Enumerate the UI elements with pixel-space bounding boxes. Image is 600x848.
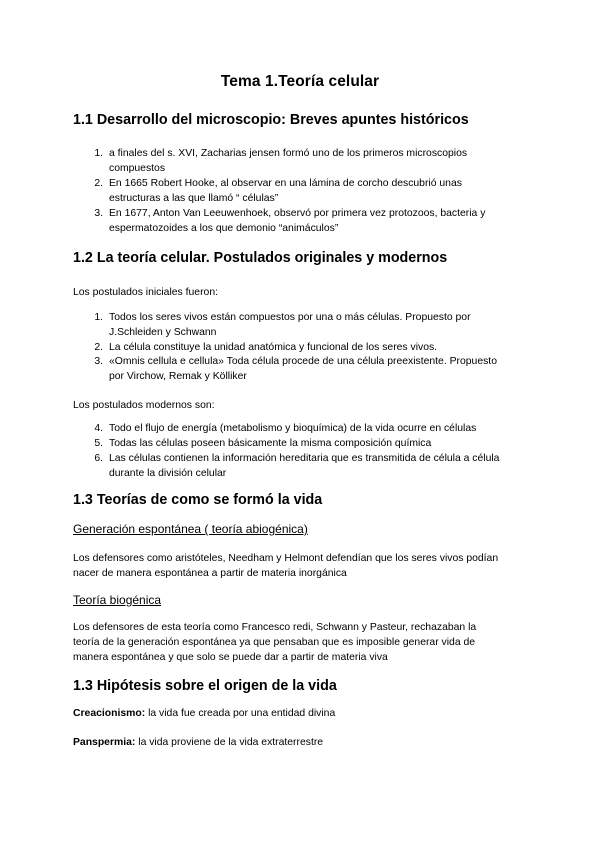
list-text-line: En 1665 Robert Hooke, al observar en una lámina de corcho descubrió unas xyxy=(109,178,462,189)
list-number: 2. xyxy=(94,178,103,189)
paragraph-line: manera espontánea y que solo se puede dar a partir de materia viva xyxy=(73,652,388,663)
paragraph: Los postulados modernos son: xyxy=(73,400,215,411)
section-heading-1-3: 1.3 Teorías de como se formó la vida xyxy=(73,492,323,508)
list-number: 4. xyxy=(94,423,103,434)
list-number: 5. xyxy=(94,438,103,449)
paragraph: Los postulados iniciales fueron: xyxy=(73,287,218,298)
list-text-line: por Virchow, Remak y Kölliker xyxy=(109,371,247,382)
list-text-line: Todas las células poseen básicamente la misma composición química xyxy=(109,438,432,449)
list-text-line: durante la división celular xyxy=(109,468,227,479)
definition-term: Panspermia: xyxy=(73,737,136,748)
subheading-biogenic: Teoría biogénica xyxy=(73,593,162,607)
document-title: Tema 1.Teoría celular xyxy=(220,73,380,90)
list-number: 3. xyxy=(94,208,103,219)
definition-panspermia xyxy=(73,735,533,750)
paragraph-line: nacer de manera espontánea a partir de materia inorgánica xyxy=(73,568,347,579)
list-text-line: compuestos xyxy=(109,163,166,174)
list-text-line: estructuras a las que llamó “ células” xyxy=(109,193,279,204)
list-text-line: Todo el flujo de energía (metabolismo y bioquímica) de la vida ocurre en células xyxy=(109,423,477,434)
list-text-line: J.Schleiden y Schwann xyxy=(109,327,217,338)
list-text-line: a finales del s. XVI, Zacharias jensen formó uno de los primeros microscopios xyxy=(109,148,468,159)
definition-term: Creacionismo: xyxy=(73,708,146,719)
list-number: 2. xyxy=(94,342,103,353)
paragraph-line: teoría de la generación espontánea ya que pensaban que es imposible generar vida de xyxy=(73,637,476,648)
paragraph-line: Los defensores como aristóteles, Needham y Helmont defendían que los seres vivos podían xyxy=(73,553,499,564)
list-number: 1. xyxy=(94,312,103,323)
definition-creacionismo xyxy=(73,706,533,721)
list-text-line: En 1677, Anton Van Leeuwenhoek, observó por primera vez protozoos, bacteria y xyxy=(109,208,486,219)
definition-text: la vida fue creada por una entidad divina xyxy=(145,708,336,719)
definition-text: la vida proviene de la vida extraterrestre xyxy=(135,737,324,748)
list-number: 1. xyxy=(94,148,103,159)
list-text-line: Las células contienen la información hereditaria que es transmitida de célula a célula xyxy=(109,453,500,464)
list-text-line: La célula constituye la unidad anatómica y funcional de los seres vivos. xyxy=(109,342,438,353)
section-heading-1-2: 1.2 La teoría celular. Postulados originales y modernos xyxy=(73,250,448,266)
list-number: 3. xyxy=(94,356,103,367)
list-text-line: «Omnis cellula e cellula» Toda célula procede de una célula preexistente. Propuesto xyxy=(109,356,497,367)
paragraph-line: Los defensores de esta teoría como Francesco redi, Schwann y Pasteur, rechazaban la xyxy=(73,622,477,633)
subheading-abiogenic: Generación espontánea ( teoría abiogénica) xyxy=(73,522,308,536)
list-text-line: espermatozoides a los que demonio “animáculos” xyxy=(109,223,339,234)
section-heading-hypotheses: 1.3 Hipótesis sobre el origen de la vida xyxy=(73,678,337,694)
list-text-line: Todos los seres vivos están compuestos por una o más células. Propuesto por xyxy=(109,312,471,323)
list-number: 6. xyxy=(94,453,103,464)
section-heading-1-1: 1.1 Desarrollo del microscopio: Breves apuntes históricos xyxy=(73,112,469,128)
